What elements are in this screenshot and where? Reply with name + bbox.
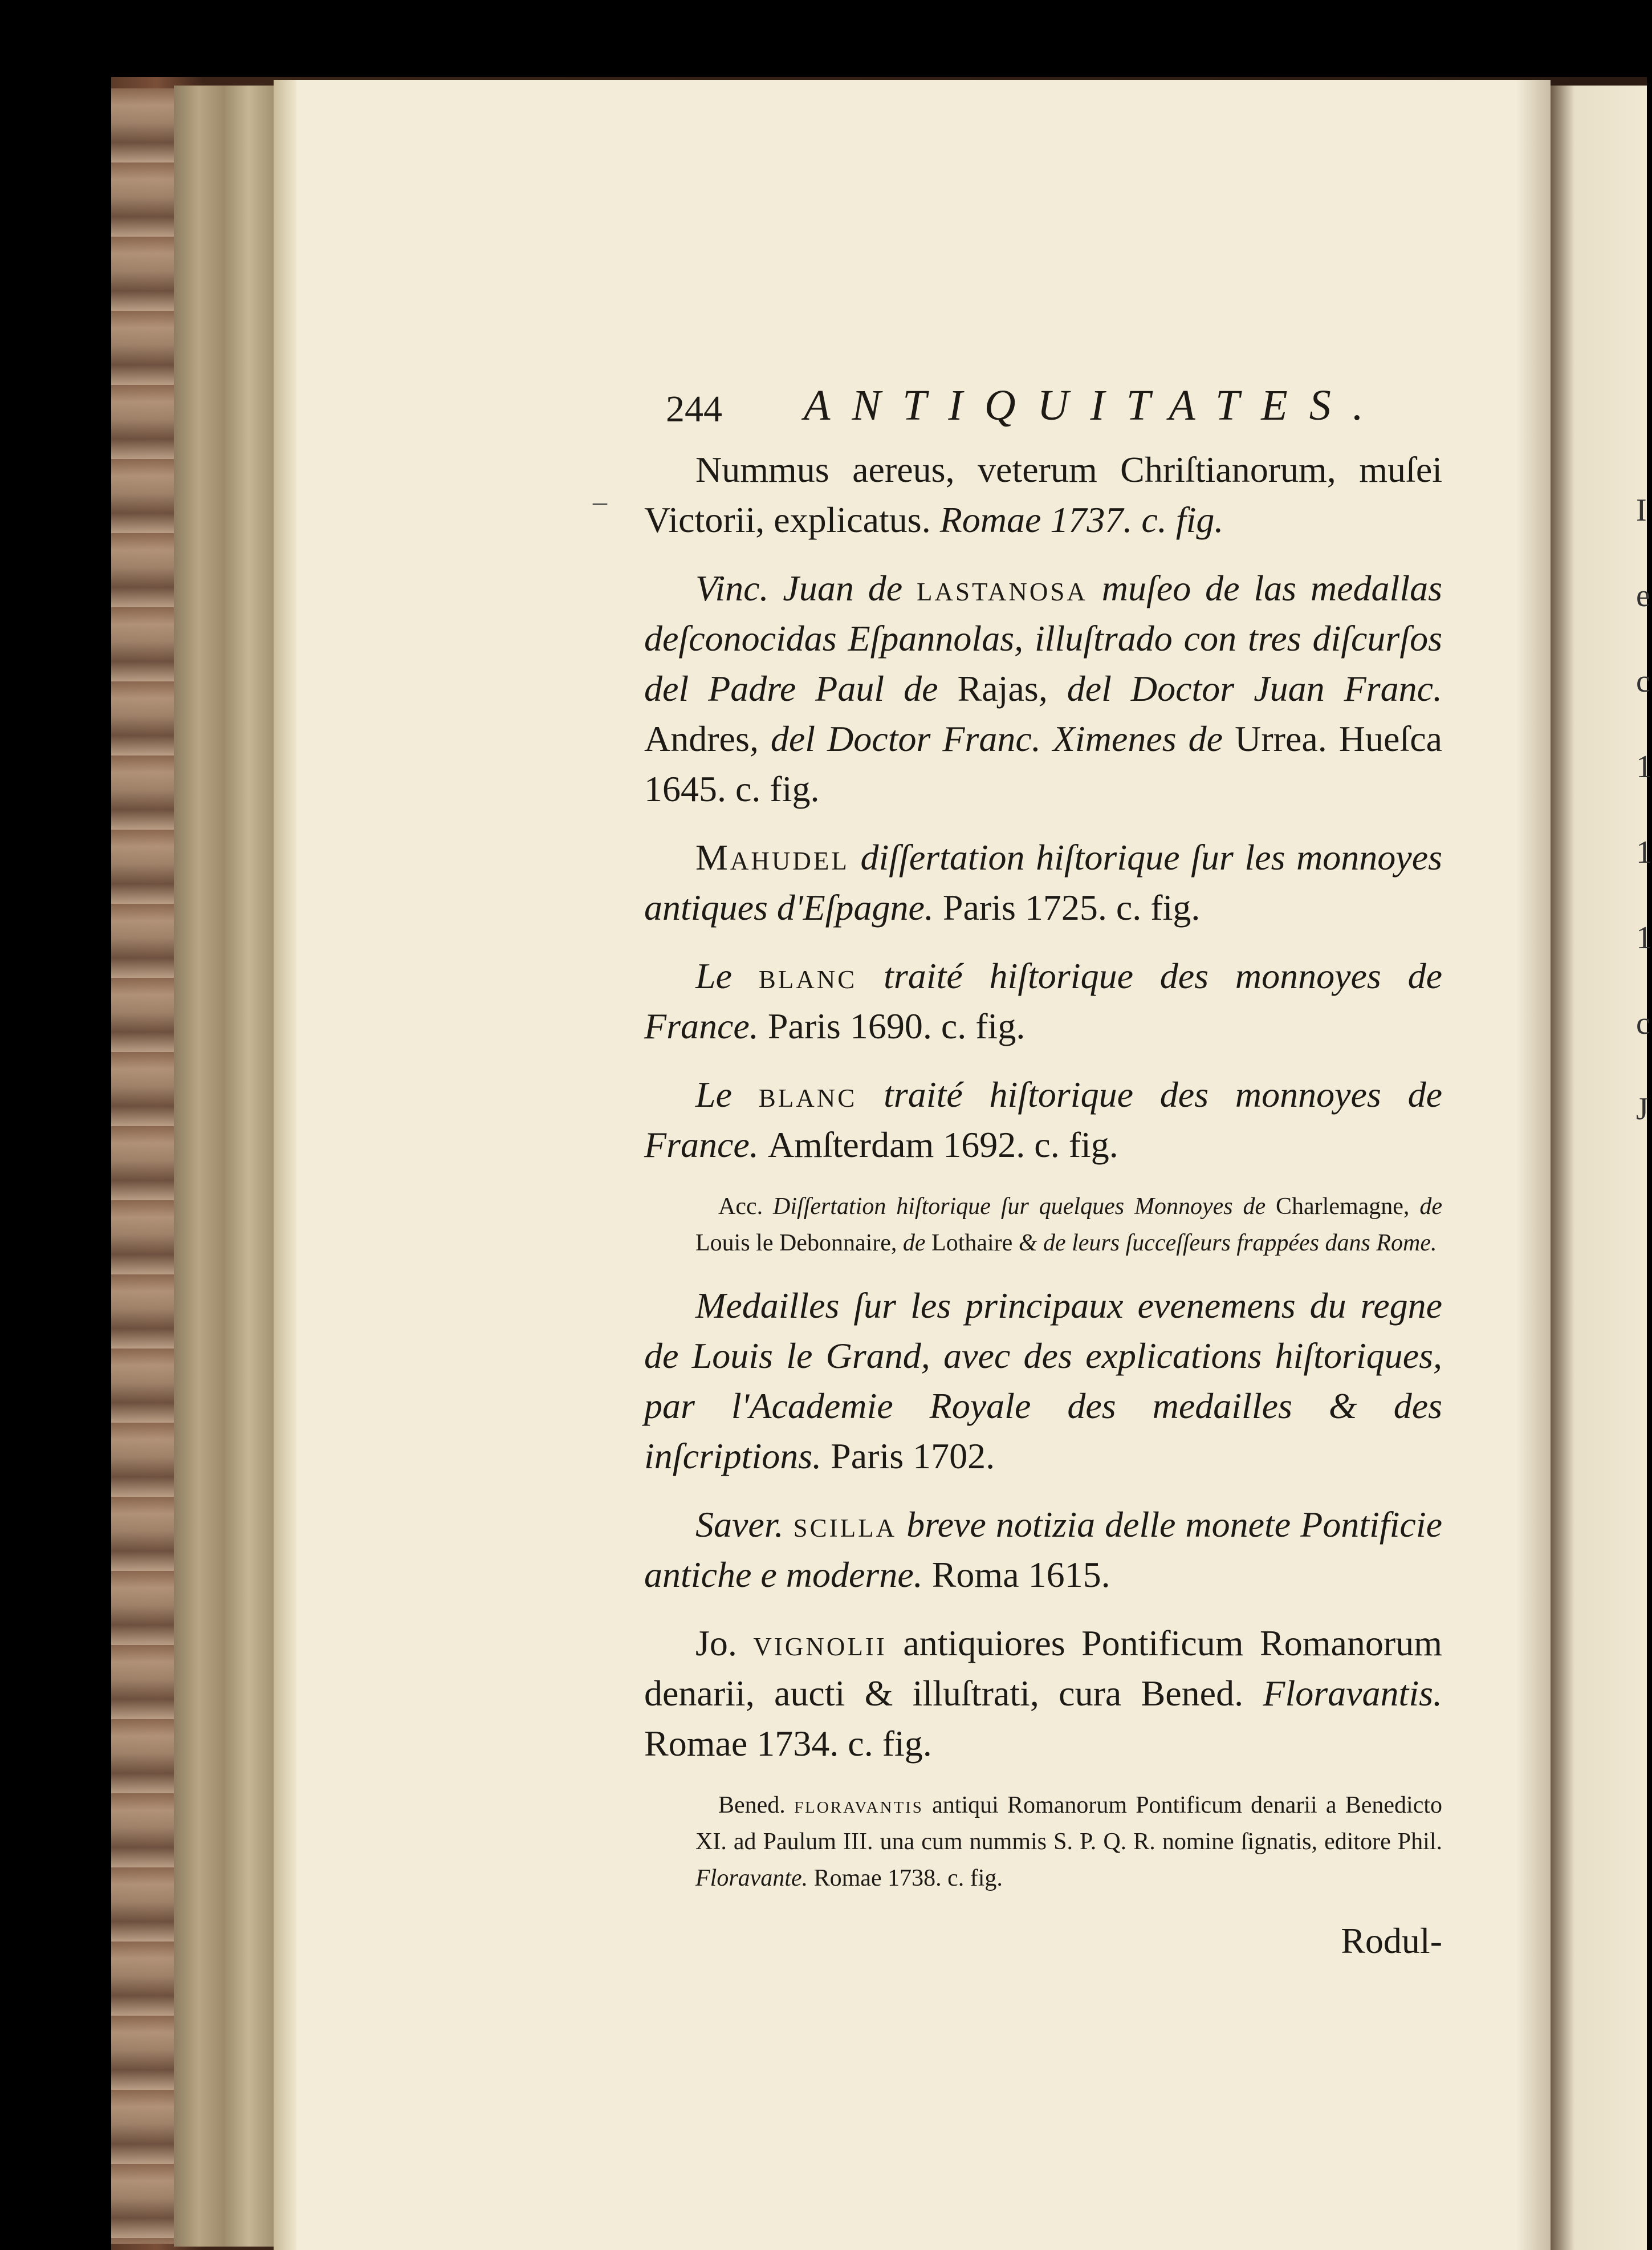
text-segment: Le bbox=[695, 1074, 759, 1115]
text-segment: traité hiſtorique des monnoyes de France. bbox=[644, 1074, 1443, 1165]
text-segment: Bened. bbox=[718, 1792, 795, 1818]
page-number: 244 bbox=[666, 388, 722, 430]
text-segment: diſſertation hiſtorique ſur les monnoyes antiques d'Eſpagne. bbox=[644, 837, 1442, 928]
bibliography-entry bbox=[644, 1070, 1442, 1170]
bibliography-entry bbox=[644, 951, 1442, 1051]
text-column bbox=[644, 376, 1442, 1966]
facing-page-text bbox=[1636, 468, 1652, 1323]
text-segment: Romae 1737. c. fig. bbox=[939, 499, 1224, 540]
note-entry bbox=[644, 1787, 1442, 1896]
text-segment: Floravantis. bbox=[1263, 1673, 1442, 1713]
marbled-edge bbox=[111, 88, 174, 2244]
text-segment: Lothaire bbox=[931, 1230, 1019, 1256]
text-segment: blanc bbox=[758, 1074, 857, 1115]
entry-list bbox=[644, 445, 1442, 1170]
text-segment: blanc bbox=[758, 956, 857, 996]
facing-page-char: e bbox=[1636, 578, 1650, 614]
text-segment: , del Doctor Franc. Ximenes de bbox=[749, 718, 1235, 759]
facing-page-char: 1 bbox=[1636, 835, 1652, 870]
margin-mark: – bbox=[593, 485, 607, 517]
bibliography-entry bbox=[644, 1500, 1442, 1600]
text-segment: traité hiſtorique des monnoyes de France. bbox=[644, 956, 1443, 1046]
text-segment: antiquiores Pontificum Romanorum denarii, aucti & illuſtrati, cura Bened. bbox=[644, 1623, 1442, 1713]
text-segment: Rajas bbox=[957, 668, 1039, 709]
bibliography-entry bbox=[644, 832, 1442, 933]
bibliography-entry bbox=[644, 1281, 1442, 1481]
text-segment: Le bbox=[695, 956, 759, 996]
facing-page-char: c bbox=[1636, 1006, 1650, 1041]
text-segment: Paris 1725. c. fig. bbox=[942, 887, 1201, 928]
text-segment: antiqui Romanorum Pontificum denarii a Benedicto XI. ad Paulum III. una cum nummis S. P. Q. R. nomine ſignatis, editore Phil. bbox=[695, 1792, 1443, 1855]
text-segment: floravantis bbox=[794, 1792, 923, 1818]
bibliography-entry bbox=[644, 563, 1442, 814]
page-stack-edge bbox=[174, 86, 274, 2247]
text-segment: & de leurs ſucceſſeurs frappées dans Rome. bbox=[1018, 1230, 1437, 1256]
text-segment: Diſſertation hiſtorique ſur quelques Monnoyes de bbox=[773, 1193, 1276, 1220]
facing-page-char: J bbox=[1636, 1091, 1649, 1127]
text-segment: Romae 1734. c. fig. bbox=[644, 1723, 932, 1764]
text-segment: Mahudel bbox=[695, 837, 849, 878]
entry-list bbox=[644, 1281, 1442, 1769]
text-segment: Urrea. Hueſca 1645. c. fig. bbox=[644, 718, 1443, 809]
text-segment: Saver. bbox=[695, 1504, 794, 1545]
facing-page bbox=[1551, 86, 1652, 2250]
text-segment: Louis le Debonnaire, bbox=[695, 1230, 903, 1256]
text-segment: Roma 1615. bbox=[931, 1554, 1110, 1595]
text-segment: Floravante. bbox=[695, 1865, 814, 1891]
running-head bbox=[644, 376, 1442, 445]
text-segment: de bbox=[902, 1230, 932, 1256]
text-segment: muſeo de las medallas deſconocidas Eſpannolas, illuſtrado con tres diſcurſos del Padre Paul de bbox=[644, 568, 1443, 709]
facing-page-char: 1 bbox=[1636, 920, 1652, 956]
catchword: Rodul- bbox=[1341, 1920, 1442, 1961]
facing-page-char: I bbox=[1636, 493, 1647, 528]
page-gutter bbox=[274, 80, 296, 2250]
page-fold-shadow bbox=[1516, 80, 1551, 2250]
running-title: ANTIQUITATES. bbox=[804, 381, 1385, 429]
text-segment: Romae 1738. c. fig. bbox=[813, 1865, 1003, 1891]
text-segment: Paris 1690. c. fig. bbox=[767, 1006, 1026, 1046]
bibliography-entry bbox=[644, 445, 1442, 545]
text-segment: Nummus aereus, veterum Chriſtianorum, muſei Victorii, explicatus. bbox=[644, 449, 1442, 540]
text-segment: Amſterdam 1692. c. fig. bbox=[767, 1124, 1118, 1165]
text-segment: Medailles ſur les principaux evenemens du regne de Louis le Grand, avec des explications hiſtoriques, par l'Academie Royale des medailles & des inſcriptions. bbox=[644, 1285, 1442, 1476]
text-segment: , del Doctor Juan Franc. bbox=[1038, 668, 1442, 709]
text-segment: Jo. bbox=[695, 1623, 754, 1663]
text-segment: scilla bbox=[793, 1504, 897, 1545]
text-segment: vignolii bbox=[753, 1623, 887, 1663]
text-segment: Paris 1702. bbox=[831, 1436, 995, 1476]
text-segment: Charlemagne, bbox=[1276, 1193, 1420, 1220]
text-segment: breve notizia delle monete Pontificie antiche e moderne. bbox=[644, 1504, 1443, 1595]
note-entry bbox=[644, 1188, 1442, 1261]
facing-page-char: 1 bbox=[1636, 749, 1652, 785]
text-segment: Vinc. Juan de bbox=[695, 568, 917, 608]
text-segment: de bbox=[1419, 1193, 1442, 1220]
bibliography-entry bbox=[644, 1618, 1442, 1769]
facing-page-char: c bbox=[1636, 664, 1650, 699]
text-segment: Acc. bbox=[718, 1193, 774, 1220]
text-segment: lastanosa bbox=[916, 568, 1088, 608]
text-segment: Andres bbox=[644, 718, 750, 759]
